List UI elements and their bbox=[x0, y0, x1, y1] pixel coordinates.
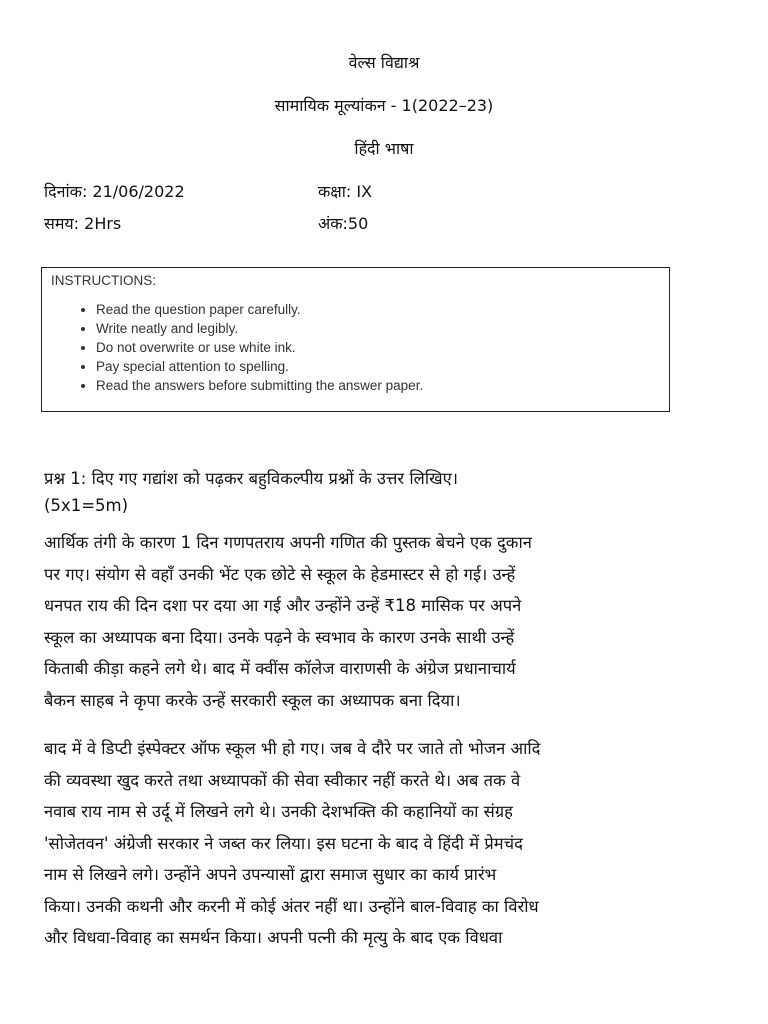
passage-line: बाद में वे डिप्टी इंस्पेक्टर ऑफ स्कूल भी हो गए। जब वे दौरे पर जाते तो भोजन आदि bbox=[44, 739, 541, 758]
passage-line: पर गए। संयोग से वहाँ उनकी भेंट एक छोटे से स्कूल के हेडमास्टर से हो गई। उन्हें bbox=[44, 564, 516, 584]
passage-line: नवाब राय नाम से उर्दू में लिखने लगे थे। उनकी देशभक्ति की कहानियों का संग्रह bbox=[44, 802, 513, 821]
exam-class: कक्षा: IX bbox=[318, 182, 373, 201]
passage-line: किया। उनकी कथनी और करनी में कोई अंतर नहीं था। उन्होंने बाल-विवाह का विरोध bbox=[44, 896, 539, 916]
exam-duration: समय: 2Hrs bbox=[44, 214, 122, 233]
passage-line: किताबी कीड़ा कहने लगे थे। बाद में क्वींस कॉलेज वाराणसी के अंग्रेज प्रधानाचार्य bbox=[44, 659, 516, 678]
question-heading bbox=[44, 465, 734, 519]
question-marks: (5x1=5m) bbox=[44, 496, 129, 515]
exam-date: दिनांक: 21/06/2022 bbox=[44, 182, 185, 201]
instruction-item: • Do not overwrite or use white ink. bbox=[96, 338, 423, 357]
passage-paragraph-2 bbox=[44, 733, 744, 954]
passage-line: और विधवा-विवाह का समर्थन किया। अपनी पत्नी की मृत्यु के बाद एक विधवा bbox=[44, 928, 503, 947]
instructions-list bbox=[42, 300, 423, 395]
instruction-item: • Write neatly and legibly. bbox=[96, 319, 423, 338]
instruction-item: • Pay special attention to spelling. bbox=[96, 357, 423, 376]
question-text: प्रश्न 1: दिए गए गद्यांश को पढ़कर बहुविकल्पीय प्रश्नों के उत्तर लिखिए। bbox=[44, 469, 458, 488]
passage-line: आर्थिक तंगी के कारण 1 दिन गणपतराय अपनी गणित की पुस्तक बेचने एक दुकान bbox=[44, 533, 532, 552]
passage-line: नाम से लिखने लगे। उन्होंने अपने उपन्यासों द्वारा समाज सुधार का कार्य प्रारंभ bbox=[44, 865, 497, 884]
passage-paragraph-1 bbox=[44, 527, 744, 716]
instructions-title: INSTRUCTIONS: bbox=[51, 273, 157, 288]
school-name: वेल्स विद्याश्र bbox=[348, 53, 420, 72]
instructions-box bbox=[41, 267, 670, 412]
instruction-item: • Read the answers before submitting the answer paper. bbox=[96, 376, 423, 395]
instruction-item: • Read the question paper carefully. bbox=[96, 300, 423, 319]
passage-line: धनपत राय की दिन दशा पर दया आ गई और उन्होंने उन्हें ₹18 मासिक पर अपने bbox=[44, 596, 522, 615]
exam-marks: अंक:50 bbox=[318, 214, 369, 233]
passage-line: बैकन साहब ने कृपा करके उन्हें सरकारी स्कूल का अध्यापक बना दिया। bbox=[44, 690, 461, 710]
passage-line: 'सोजेतवन' अंग्रेजी सरकार ने जब्त कर लिया। इस घटना के बाद वे हिंदी में प्रेमचंद bbox=[44, 833, 523, 853]
subject-title: हिंदी भाषा bbox=[354, 139, 414, 158]
passage-line: स्कूल का अध्यापक बना दिया। उनके पढ़ने के स्वभाव के कारण उनके साथी उन्हें bbox=[44, 627, 515, 647]
passage-line: की व्यवस्था खुद करते तथा अध्यापकों की सेवा स्वीकार नहीं करते थे। अब तक वे bbox=[44, 770, 521, 790]
exam-title: सामायिक मूल्यांकन - 1(2022–23) bbox=[274, 96, 494, 115]
